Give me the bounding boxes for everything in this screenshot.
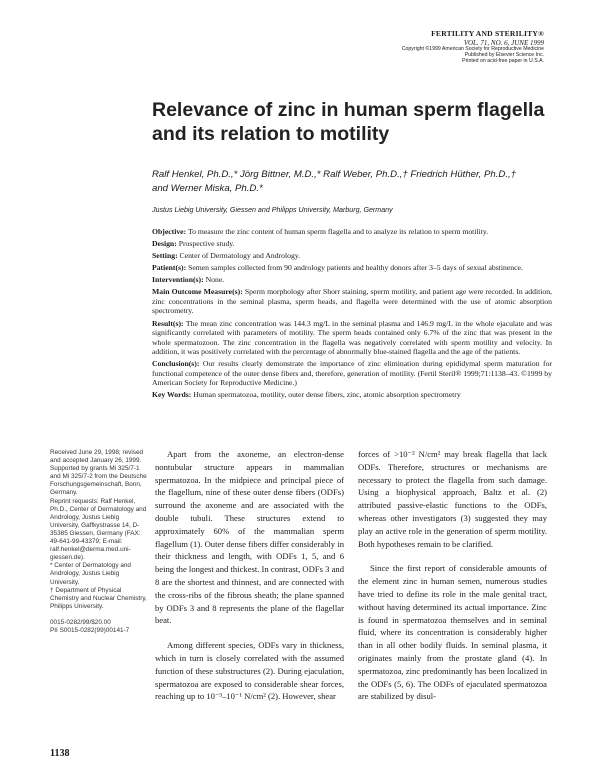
pii-number: PII S0015-0282(99)00141-7 [50, 626, 130, 634]
journal-copyright: Copyright ©1999 American Society for Reproductive Medicine [401, 45, 544, 52]
journal-publisher: Published by Elsevier Science Inc. [464, 51, 544, 58]
abstract-label: Result(s): [152, 318, 184, 328]
received-note: Received June 29, 1998; revised and accepted January 26, 1999. [50, 449, 144, 465]
affiliation-footnote-1: * Center of Dermatology and Andrology, Justus Liebig University. [50, 562, 131, 586]
abstract-objective [152, 227, 552, 237]
abstract-text: To measure the zinc content of human sperm flagella and to analyze its relation to sperm motility. [186, 227, 489, 236]
funding-note: Supported by grants Mi 325/7-1 and Mi 325/7-2 from the Deutsche Forschungsgemeinschaft, Bonn, Germany. [50, 465, 147, 497]
authors-line-1: Ralf Henkel, Ph.D.,* Jörg Bittner, M.D.,* Ralf Weber, Ph.D.,† Friedrich Hüther, Ph.D.,† [152, 169, 516, 180]
abstract-patients [152, 263, 552, 273]
issn-price: 0015-0282/99/$20.00 [50, 618, 111, 626]
abstract-text: Semen samples collected from 90 andrology patients and healthy donors after 3–5 days of sexual abstinence. [186, 263, 523, 273]
abstract-text: Human spermatozoa, motility, outer dense fibers, zinc, atomic absorption spectrometry [191, 390, 461, 400]
abstract-label: Setting: [152, 251, 178, 261]
article-title [152, 98, 552, 146]
body-paragraph: Among different species, ODFs vary in thickness, which in turn is closely correlated with the assumed function of these substructures (2). During ejaculation, spermatozoa are exposed to considerable shear forces, reaching up to 10⁻³–10⁻¹ N/cm² (2). However, shear [155, 640, 344, 702]
abstract-design [152, 239, 552, 249]
page-number: 1138 [50, 748, 70, 759]
abstract-label: Key Words: [152, 390, 192, 400]
journal-name: FERTILITY AND STERILITY® [431, 29, 544, 38]
abstract-text: Prospective study. [176, 239, 235, 249]
abstract-label: Main Outcome Measure(s): [152, 287, 243, 297]
abstract-key-words [152, 390, 552, 400]
abstract-label: Objective: [152, 227, 187, 236]
abstract-text: None. [203, 275, 225, 285]
body-paragraph: Since the first report of considerable amounts of the element zinc in human semen, numerous studies have tried to define its role in the male genital tract, without having determined its actual importance. Zinc is found in spermatozoa themselves and in seminal fluid, where its concentration is considerably higher than in all other bodily fluids. In seminal plasma, it originates mainly from the prostate gland (4). In spermatozoa, zinc predominantly has been localized in the ODFs (5, 6). The ODFs of ejaculated spermatozoa are stabilized by disul- [358, 563, 547, 702]
abstract-label: Design: [152, 239, 177, 249]
abstract-text: Sperm morphology after Shorr staining, sperm motility, and patient age were recorded. In addition, zinc concentrations in the seminal plasma, sperm heads, and flagella were determined with the use of atomic absorption spectrometry. [152, 287, 552, 316]
abstract-text: The mean zinc concentration was 144.3 mg/L in the seminal plasma and 146.9 mg/L in the whole ejaculate and was significantly correlated with parameters of motility. The sperm heads contained only 6.7% of the zinc that was present in the whole spermatozoon. The zinc concentration in the flagella was negatively correlated with sperm motility and velocity. In addition, it was positively correlated with the percentage of abnormally blue-stained flagella and the age of the patients. [152, 318, 552, 357]
abstract-text: Center of Dermatology and Andrology. [177, 251, 301, 261]
body-column-2 [358, 448, 547, 703]
journal-volume: VOL. 71, NO. 6, JUNE 1999 [463, 38, 544, 47]
authors-line-2: and Werner Miska, Ph.D.* [152, 183, 263, 194]
abstract-results [152, 319, 552, 357]
sidebar-notes [50, 449, 148, 635]
abstract [152, 227, 552, 402]
abstract-label: Conclusion(s): [152, 359, 200, 369]
abstract-label: Patient(s): [152, 263, 187, 273]
body-column-1 [155, 448, 344, 703]
body-paragraph: Apart from the axoneme, an electron-dense nontubular structure appears in mammalian spermatozoa. In the midpiece and principal piece of the flagellum, nine of these outer dense fibers (ODFs) surround the axoneme and are associated with the double tubuli. These structures extend to approximately 60% of the mammalian sperm flagellum (1). Outer dense fibers differ considerably in their thickness and length, with ODFs 1, 5, and 6 being the longest and thickest. In contrast, ODFs 3 and 8 are the shortest and thinnest, and are connected with the cross-ribs of the fibrous sheath; the plane spanned by ODFs 3 and 8 represents the plane of the flagellar beat. [155, 449, 344, 626]
journal-paper-note: Printed on acid-free paper in U.S.A. [462, 57, 544, 64]
affiliation: Justus Liebig University, Giessen and Philipps University, Marburg, Germany [152, 206, 393, 214]
abstract-outcome-measures [152, 287, 552, 316]
abstract-text: Our results clearly demonstrate the importance of zinc elimination during epididymal sperm maturation for functional competence of the outer dense fibers and, therefore, generation of motility. (Fertil Steril® 1999;71:1138–43. ©1999 by American Society for Reproductive Medicine.) [152, 359, 552, 388]
abstract-setting [152, 251, 552, 261]
reprint-requests: Reprint requests: Ralf Henkel, Ph.D., Center of Dermatology and Andrology, Justus Liebig University, Gaffkystrasse 14, D-35385 Giessen, Germany (FAX: 49-641-99-43379; E-mail: ralf.henkel@derma.med.uni-giessen.de). [50, 497, 147, 562]
journal-header [402, 30, 544, 65]
abstract-conclusions [152, 359, 552, 388]
body-paragraph: forces of >10⁻² N/cm² may break flagella that lack ODFs. Therefore, structures or mechanisms are necessary to protect the flagella from such damage. Using a biophysical approach, Baltz et al. (2) attributed passive-elastic functions to the ODFs, whereas other investigators (3) suggested they may play an active role in the generation of sperm motility. Both hypotheses remain to be clarified. [358, 449, 547, 549]
author-list [152, 168, 572, 196]
title-line-2: and its relation to motility [152, 123, 390, 145]
title-line-1: Relevance of zinc in human sperm flagella [152, 99, 545, 121]
affiliation-footnote-2: † Department of Physical Chemistry and Nuclear Chemistry, Philipps University. [50, 586, 147, 610]
abstract-interventions [152, 275, 552, 285]
abstract-label: Intervention(s): [152, 275, 204, 285]
